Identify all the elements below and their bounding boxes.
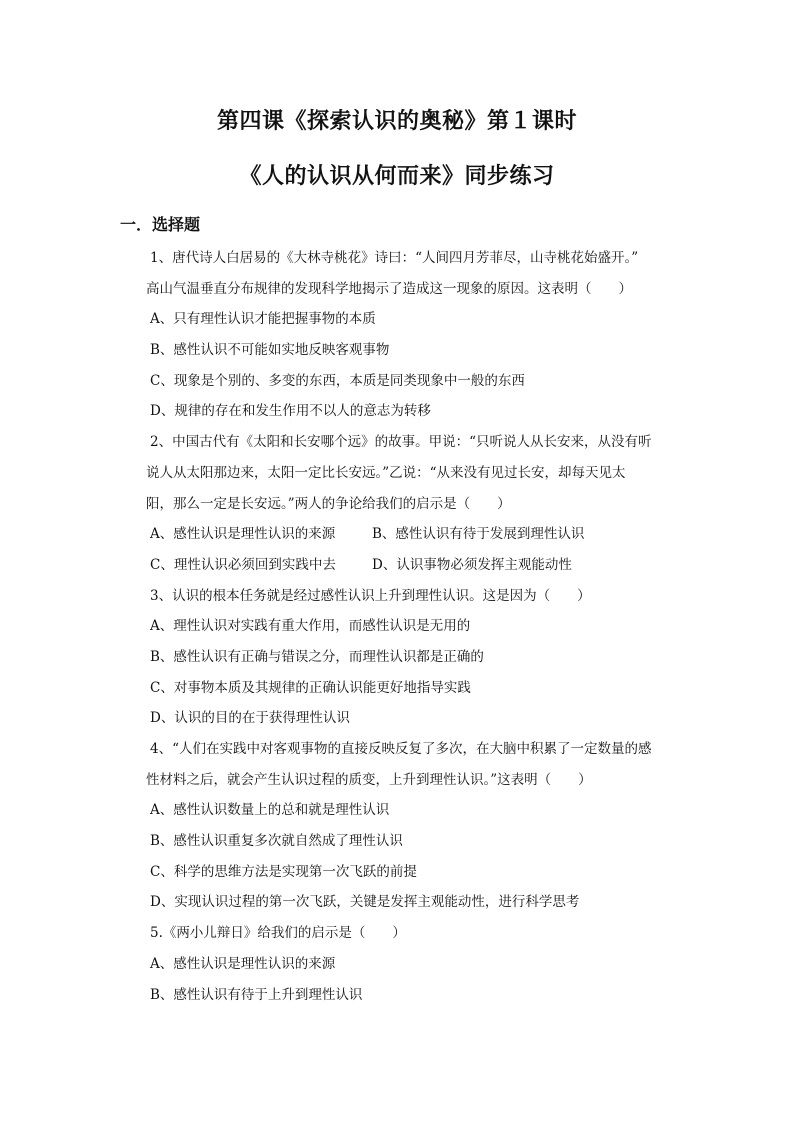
- question-list: [146, 243, 690, 1010]
- option-d: D、认识事物必须发挥主观能动性: [372, 556, 572, 573]
- question-stem: 说人从太阳那边来，太阳一定比长安远。”乙说：“从来没有见过长安，却每天见太: [146, 464, 626, 481]
- document-title: 第四课《探索认识的奥秘》第１课时: [216, 108, 577, 134]
- option-b: B、感性认识有待于发展到理性认识: [372, 526, 585, 543]
- option-c: C、科学的思维方法是实现第一次飞跃的前提: [150, 863, 417, 880]
- option-c: C、对事物本质及其规律的正确认识能更好地指导实践: [150, 679, 471, 696]
- question-stem: 高山气温垂直分布规律的发现科学地揭示了造成这一现象的原因。这表明（ ）: [146, 280, 632, 297]
- question-3: [150, 581, 690, 734]
- option-b: B、感性认识不可能如实地反映客观事物: [150, 342, 390, 359]
- question-stem: 2、中国古代有《太阳和长安哪个远》的故事。甲说：“只听说人从长安来，从没有听: [150, 434, 652, 451]
- option-a: A、感性认识数量上的总和就是理性认识: [150, 802, 390, 819]
- option-c: C、理性认识必须回到实践中去: [150, 556, 336, 573]
- option-b: B、感性认识有待于上升到理性认识: [150, 986, 363, 1003]
- question-stem: 阳，那么一定是长安远。”两人的争论给我们的启示是（ ）: [146, 495, 511, 512]
- option-row: [150, 550, 690, 581]
- option-b: B、感性认识重复多次就自然成了理性认识: [150, 833, 403, 850]
- option-a: A、只有理性认识才能把握事物的本质: [150, 311, 376, 328]
- option-d: D、实现认识过程的第一次飞跃，关键是发挥主观能动性，进行科学思考: [150, 894, 580, 911]
- option-row: [150, 519, 690, 550]
- option-b: B、感性认识有正确与错误之分，而理性认识都是正确的: [150, 648, 484, 665]
- question-stem: 1、唐代诗人白居易的《大林寺桃花》诗曰：“人间四月芳菲尽，山寺桃花始盛开。”: [150, 250, 639, 266]
- section-heading: 一．选择题: [120, 215, 201, 234]
- question-1: [146, 243, 690, 427]
- question-5: [150, 918, 690, 1010]
- question-stem: 性材料之后，就会产生认识过程的质变，上升到理性认识。”这表明（ ）: [146, 771, 592, 788]
- question-stem: 3、认识的根本任务就是经过感性认识上升到理性认识。这是因为（ ）: [150, 587, 591, 604]
- option-d: D、认识的目的在于获得理性认识: [150, 710, 350, 727]
- question-stem: 4、“人们在实践中对客观事物的直接反映反复了多次，在大脑中积累了一定数量的感: [150, 741, 652, 757]
- question-stem: 5.《两小儿辩日》给我们的启示是（ ）: [150, 925, 406, 942]
- option-d: D、规律的存在和发生作用不以人的意志为转移: [150, 403, 431, 420]
- option-a: A、感性认识是理性认识的来源: [150, 526, 336, 543]
- document-subtitle: 《人的认识从何而来》同步练习: [239, 163, 555, 189]
- option-a: A、感性认识是理性认识的来源: [150, 955, 336, 972]
- question-2: [146, 427, 690, 580]
- question-4: [146, 734, 690, 918]
- option-c: C、现象是个别的、多变的东西，本质是同类现象中一般的东西: [150, 372, 525, 389]
- option-a: A、理性认识对实践有重大作用，而感性认识是无用的: [150, 618, 471, 635]
